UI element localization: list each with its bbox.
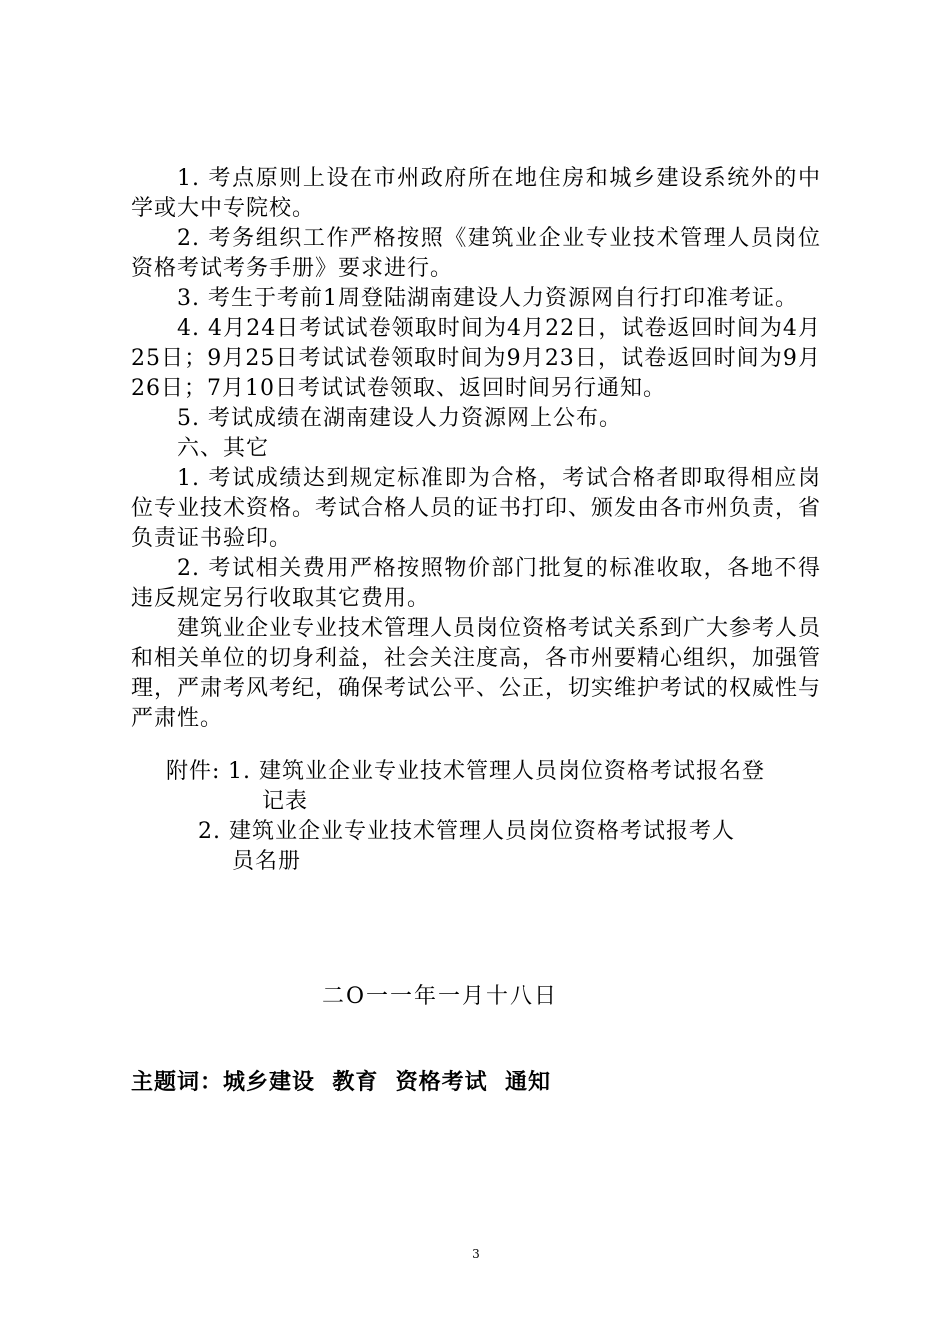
attachments-label: 附件: [166, 759, 221, 784]
attachments-list [166, 757, 826, 877]
issue-date: 二O一一年一月十八日 [322, 984, 559, 1009]
attachment-item-2-line-1: 2. 建筑业企业专业技术管理人员岗位资格考试报考人 [198, 819, 735, 844]
paragraph-fees: 2. 考试相关费用严格按照物价部门批复的标准收取，各地不得违反规定另行收取其它费用。 [131, 556, 821, 611]
attachment-item-1-line-2: 记表 [262, 789, 309, 814]
attachment-item-2-line-2: 员名册 [232, 849, 302, 874]
body-text [131, 164, 821, 734]
section-heading-other: 六、其它 [177, 436, 270, 461]
paragraph-closing: 建筑业企业专业技术管理人员岗位资格考试关系到广大参考人员和相关单位的切身利益，社会关注度高，各市州要精心组织，加强管理，严肃考风考纪，确保考试公平、公正，切实维护考试的权威性与严肃性。 [131, 616, 822, 731]
attachment-item-1-line-1: 1. 建筑业企业专业技术管理人员岗位资格考试报名登 [228, 759, 765, 784]
attachment-item-2-text [198, 817, 826, 877]
paragraph-exam-site: 1. 考点原则上设在市州政府所在地住房和城乡建设系统外的中学或大中专院校。 [131, 166, 821, 221]
attachment-item-1-text [228, 757, 826, 817]
paragraph-exam-affairs: 2. 考务组织工作严格按照《建筑业企业专业技术管理人员岗位资格考试考务手册》要求进行。 [131, 226, 821, 281]
paragraph-paper-schedule: 4. 4月24日考试试卷领取时间为4月22日，试卷返回时间为4月25日；9月25日考试试卷领取时间为9月23日，试卷返回时间为9月26日；7月10日考试试卷领取、返回时间另行通知。 [131, 316, 821, 401]
page-number: 3 [472, 1247, 480, 1261]
paragraph-admission-ticket: 3. 考生于考前1周登陆湖南建设人力资源网自行打印准考证。 [177, 286, 798, 311]
paragraph-results-publish: 5. 考试成绩在湖南建设人力资源网上公布。 [177, 406, 622, 431]
subject-keywords: 主题词：城乡建设 教育 资格考试 通知 [131, 1070, 551, 1095]
attachment-item-1 [166, 757, 826, 817]
attachment-item-2 [166, 817, 826, 877]
paragraph-qualification: 1. 考试成绩达到规定标准即为合格，考试合格者即取得相应岗位专业技术资格。考试合格人员的证书打印、颁发由各市州负责，省负责证书验印。 [131, 466, 822, 551]
